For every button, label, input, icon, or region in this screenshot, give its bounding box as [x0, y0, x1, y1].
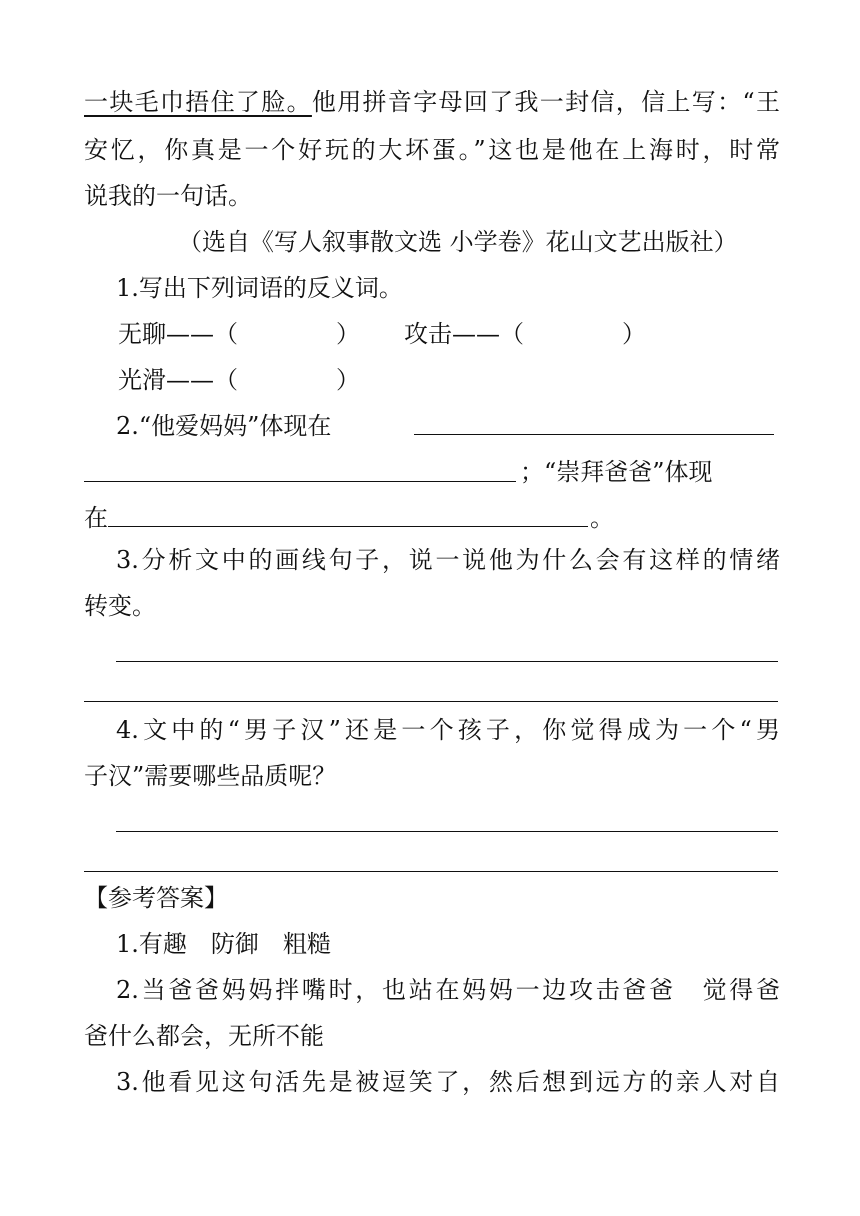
question-2-part3: 在 [84, 504, 108, 532]
underlined-sentence: 一块毛巾捂住了脸。 [84, 88, 312, 116]
answer-line-4a[interactable] [116, 831, 778, 832]
answer-blank-2a[interactable] [414, 434, 774, 435]
answer-2-line-2: 爸什么都会，无所不能 [84, 1022, 324, 1050]
antonym-word-2: 攻击——（ [404, 320, 524, 348]
passage-line-3: 说我的一句话。 [84, 182, 252, 210]
passage-line-2: 安忆，你真是一个好玩的大坏蛋。”这也是他在上海时，时常 [84, 136, 780, 164]
question-4-line-2: 子汉”需要哪些品质呢？ [84, 762, 337, 790]
antonym-close-3: ） [336, 366, 360, 394]
answer-blank-2c[interactable] [108, 526, 588, 527]
question-1-prompt: 1.写出下列词语的反义词。 [116, 274, 403, 302]
source-citation: （选自《写人叙事散文选 小学卷》花山文艺出版社） [178, 228, 738, 256]
question-2-part1: 2.“他爱妈妈”体现在 [116, 412, 332, 440]
answer-line-3b[interactable] [84, 701, 778, 702]
passage-line-1-rest: 他用拼音字母回了我一封信，信上写：“王 [311, 88, 780, 116]
answer-1: 1.有趣 防御 粗糙 [116, 930, 331, 958]
answer-3-line-1: 3.他看见这句活先是被逗笑了，然后想到远方的亲人对自 [116, 1068, 780, 1096]
question-3-line-2: 转变。 [84, 592, 156, 620]
answer-line-4b[interactable] [84, 871, 778, 872]
question-2-end: 。 [590, 504, 614, 532]
answer-blank-2b[interactable] [84, 481, 516, 482]
question-4-line-1: 4.文中的“男子汉”还是一个孩子，你觉得成为一个“男 [116, 716, 780, 744]
answers-heading: 【参考答案】 [84, 884, 228, 912]
passage-line-1 [84, 86, 780, 118]
question-3-line-1: 3.分析文中的画线句子，说一说他为什么会有这样的情绪 [116, 546, 780, 574]
antonym-close-2: ） [622, 320, 646, 348]
answer-2-line-1: 2.当爸爸妈妈拌嘴时，也站在妈妈一边攻击爸爸 觉得爸 [116, 976, 780, 1004]
antonym-word-3: 光滑——（ [118, 366, 238, 394]
question-2-part2: ；“崇拜爸爸”体现 [520, 458, 713, 486]
antonym-close-1: ） [336, 320, 360, 348]
answer-line-3a[interactable] [116, 661, 778, 662]
antonym-word-1: 无聊——（ [118, 320, 238, 348]
